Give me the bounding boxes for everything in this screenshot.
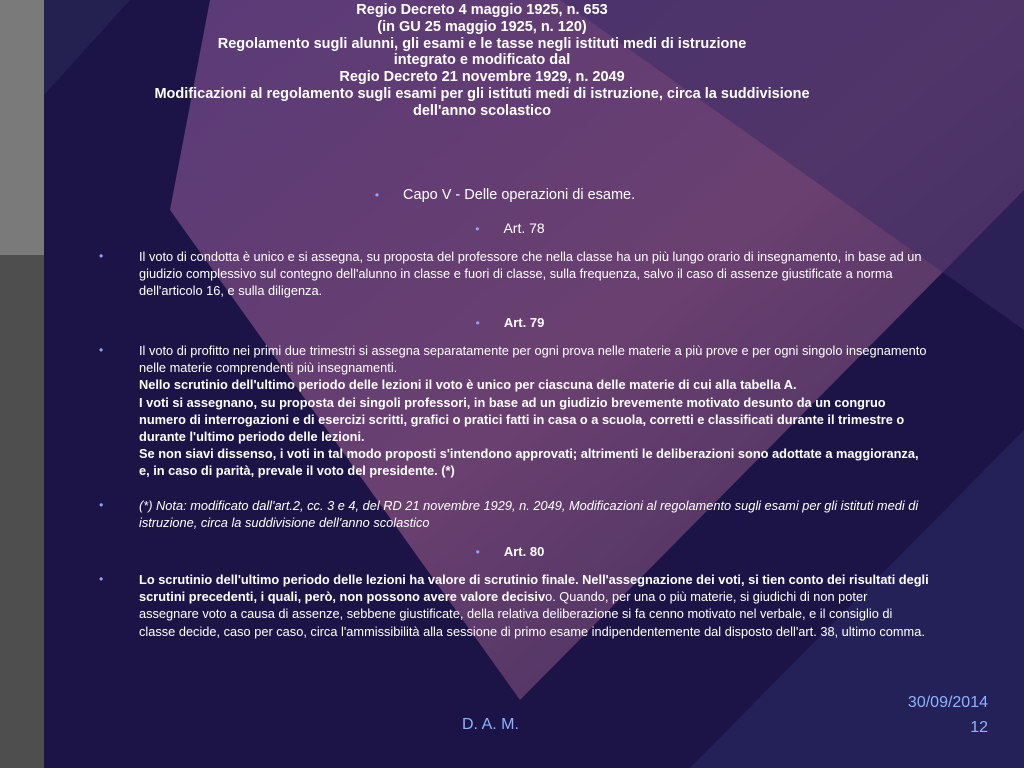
title-line: Regolamento sugli alunni, gli esami e le tasse negli istituti medi di istruzione — [217, 35, 747, 52]
art78-text: Il voto di condotta è unico e si assegna, su proposta del professore che nella classe ha un più lungo orario di insegnamento, in base ad un giudizio complessivo sul contegno dell'alunno in classe e fuori di classe, sulla frequenza, salvo il caso di assenze giustificate a norma dell'articolo 16, e sulla diligenza. — [139, 249, 922, 299]
art79-bold-3: Se non siavi dissenso, i voti in tal modo proposti s'intendono approvati; altrimenti le deliberazioni sono adottate a maggioranza, e, in caso di parità, prevale il voto del presidente. (*) — [139, 446, 919, 479]
bullet-icon: • — [99, 249, 104, 263]
bullet-icon: • — [99, 343, 104, 357]
art80-title: Art. 80 — [503, 544, 545, 559]
title-line: Regio Decreto 4 maggio 1925, n. 653 — [356, 2, 608, 18]
art80-heading — [440, 543, 580, 561]
title-line: Regio Decreto 21 novembre 1929, n. 2049 — [339, 69, 625, 86]
art79-bold-1: Nello scrutinio dell'ultimo periodo delle lezioni il voto è unico per ciascuna delle materie di cui alla tabella A. — [139, 377, 797, 393]
footer-date-page — [908, 690, 988, 740]
bullet-icon: • — [475, 545, 480, 559]
chapter-label: Capo V - Delle operazioni di esame. — [403, 187, 636, 203]
art79-note — [99, 497, 929, 531]
title-line: (in GU 25 maggio 1925, n. 120) — [377, 18, 587, 35]
art79-heading — [440, 314, 580, 332]
art80-bold-text: Lo scrutinio dell'ultimo periodo delle lezioni ha valore di scrutinio finale. Nell'assegnazione dei voti, si tien conto dei risultati degli scrutini precedenti, i quali, però, non possono avere valore decisiv — [139, 572, 929, 605]
bullet-icon: • — [99, 572, 104, 586]
art78-title: Art. 78 — [503, 220, 545, 236]
art79-paragraph — [99, 342, 929, 480]
art79-title: Art. 79 — [503, 315, 545, 330]
art79-bold-2: I voti si assegnano, su proposta dei singoli professori, in base ad un giudizio brevemente motivato desunto da un congruo numero di interrogazioni e di esercizi scritti, grafici o pratici fatti in casa o a scuola, corretti e classificati durante il trimestre o durante l'ultimo periodo delle lezioni. — [139, 394, 905, 445]
chapter-heading — [330, 186, 680, 204]
title-line: integrato e modificato dal — [393, 52, 571, 69]
title-line: dell'anno scolastico — [412, 102, 551, 119]
art80-paragraph — [99, 571, 929, 640]
bullet-icon: • — [475, 316, 480, 330]
footer-author: D. A. M. — [462, 716, 519, 733]
art80-text: o. Quando, per una o più materie, si giudichi di non poter assegnare voto a causa di assenze, sebbene giustificate, della relativa deliberazione si fa cenno motivato nel verbale, e il consiglio di classe decide, caso per caso, circa l'ammissibilità alla sessione di primo esame indipendentemente dal disposto dell'art. 38, ultimo comma. — [139, 589, 925, 639]
art78-paragraph — [99, 248, 929, 300]
footer-page-number: 12 — [970, 719, 988, 736]
slide-title — [80, 2, 884, 120]
bullet-icon: • — [374, 188, 380, 202]
footer-date: 30/09/2014 — [907, 694, 988, 711]
bullet-icon: • — [99, 498, 104, 512]
bullet-icon: • — [475, 222, 480, 236]
art79-note-text: (*) Nota: modificato dall'art.2, cc. 3 e 4, del RD 21 novembre 1929, n. 2049, Modificazioni al regolamento sugli esami per gli istituti medi di istruzione, circa la suddivisione dell'anno scolastico — [139, 498, 919, 531]
art79-intro: Il voto di profitto nei primi due trimestri si assegna separatamente per ogni prova nelle materie a più prove e per ogni singolo insegnamento nelle materie comprendenti più insegnamenti. — [139, 343, 927, 376]
art78-heading — [440, 220, 580, 238]
title-line: Modificazioni al regolamento sugli esami per gli istituti medi di istruzione, circa la suddivisione — [154, 85, 810, 102]
